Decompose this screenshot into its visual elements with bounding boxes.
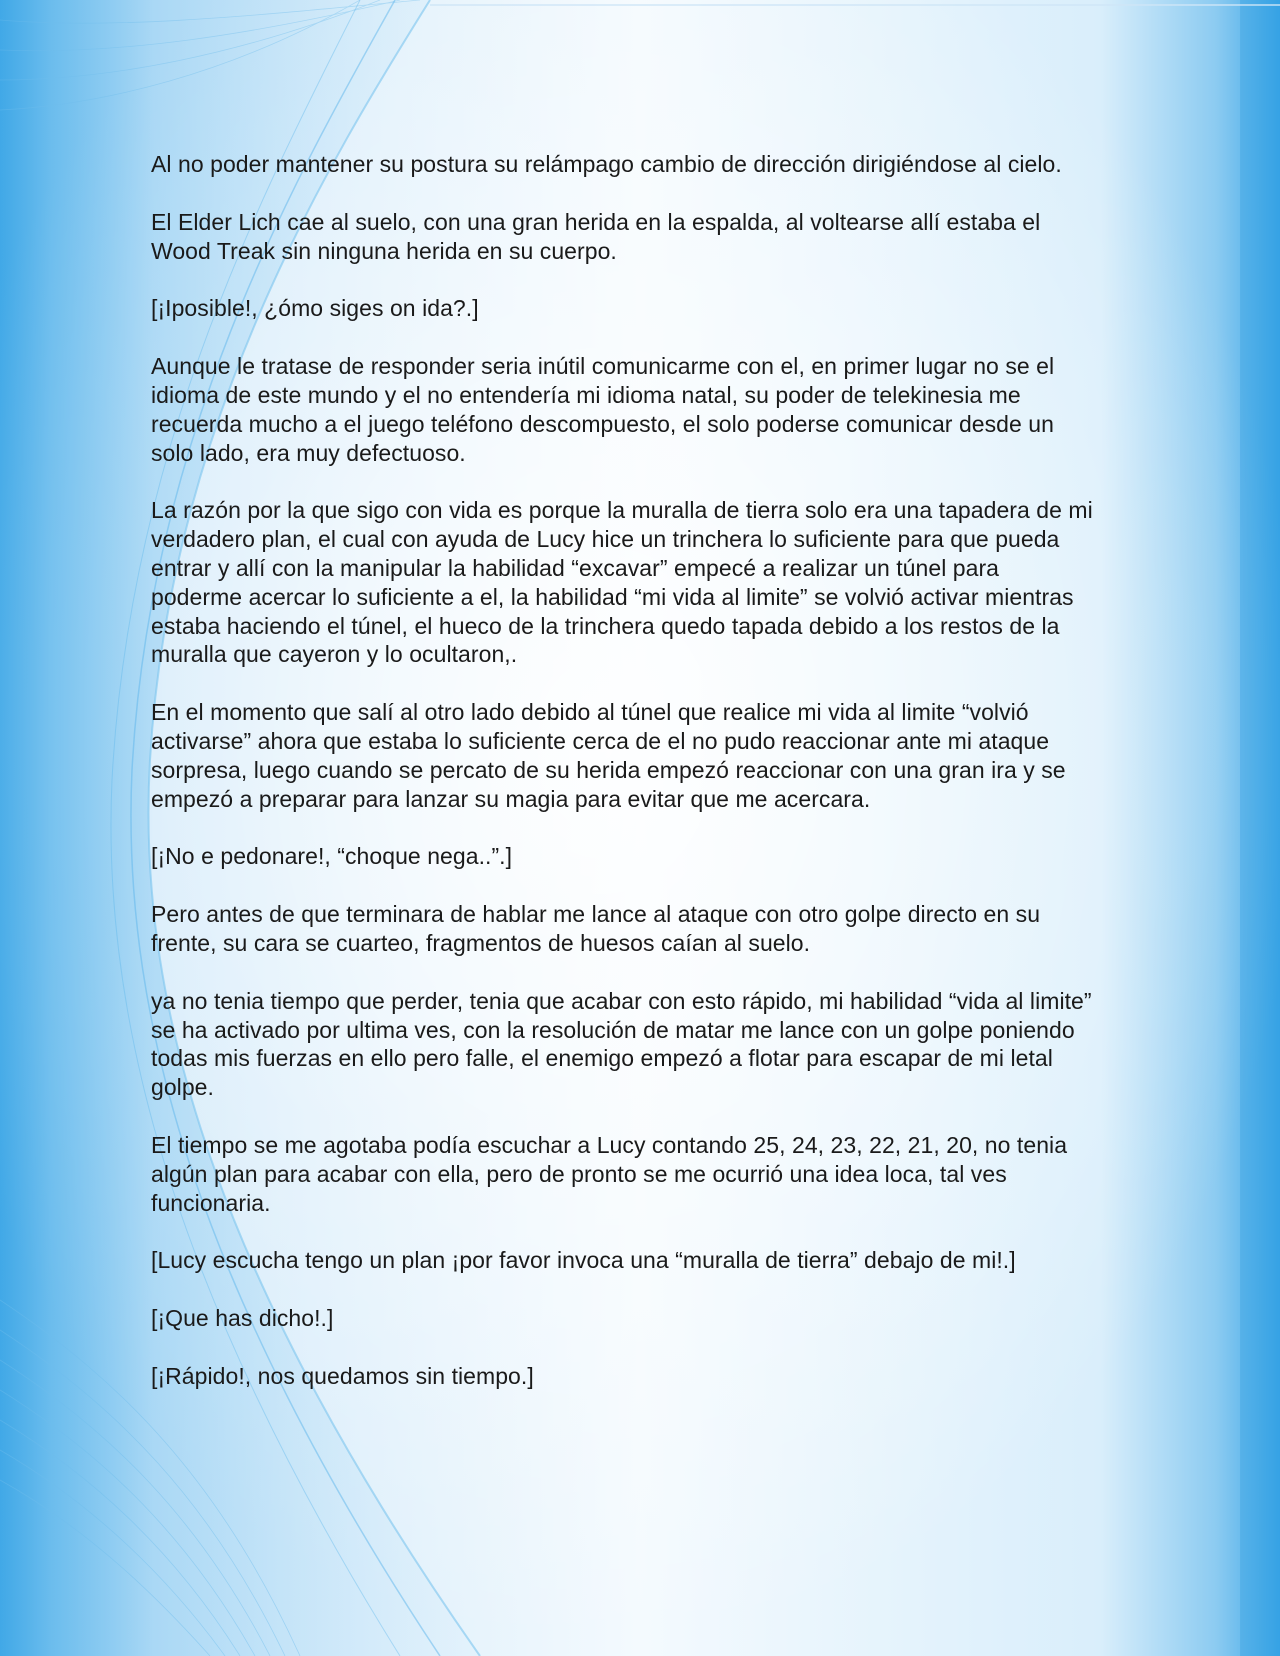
paragraph: El Elder Lich cae al suelo, con una gran herida en la espalda, al voltearse allí estaba el Wood Treak sin ninguna herida en su cuerpo. bbox=[151, 208, 1041, 264]
document-body bbox=[151, 150, 1096, 1420]
paragraph: La razón por la que sigo con vida es porque la muralla de tierra solo era una tapadera de mi verdadero plan, el cual con ayuda de Lucy hice un trinchera lo suficiente para que pueda entrar y allí con la manipular la habilidad “excavar” empecé a realizar un túnel para poderme acercar lo suficiente a el, la habilidad “mi vida al limite” se volvió activar mientras estaba haciendo el túnel, el hueco de la trinchera quedo tapada debido a los restos de la muralla que cayeron y lo ocultaron,. bbox=[151, 497, 1093, 668]
paragraph: ya no tenia tiempo que perder, tenia que acabar con esto rápido, mi habilidad “vida al limite” se ha activado por ultima ves, con la resolución de matar me lance con un golpe poniendo todas mis fuerzas en ello pero falle, el enemigo empezó a flotar para escapar de mi letal golpe. bbox=[151, 987, 1092, 1101]
paragraph: Aunque le tratase de responder seria inútil comunicarme con el, en primer lugar no se el idioma de este mundo y el no entendería mi idioma natal, su poder de telekinesia me recuerda mucho a el juego teléfono descompuesto, el solo poderse comunicar desde un solo lado, era muy defectuoso. bbox=[151, 353, 1055, 466]
dialogue-line: [Lucy escucha tengo un plan ¡por favor invoca una “muralla de tierra” debajo de mi!.] bbox=[151, 1247, 1016, 1274]
dialogue-line: [¡Iposible!, ¿ómo siges on ida?.] bbox=[151, 295, 479, 322]
dialogue-line: [¡Rápido!, nos quedamos sin tiempo.] bbox=[151, 1362, 534, 1389]
paragraph: Pero antes de que terminara de hablar me lance al ataque con otro golpe directo en su frente, su cara se cuarteo, fragmentos de huesos caían al suelo. bbox=[151, 901, 1041, 956]
paragraph: Al no poder mantener su postura su relámpago cambio de dirección dirigiéndose al cielo. bbox=[151, 151, 1062, 177]
dialogue-line: [¡Que has dicho!.] bbox=[151, 1305, 334, 1332]
paragraph: En el momento que salí al otro lado debido al túnel que realice mi vida al limite “volvió activarse” ahora que estaba lo suficiente cerca de el no pudo reaccionar ante mi ataque sorpresa, luego cuando se percato de su herida empezó reaccionar con una gran ira y se empezó a preparar para lanzar su magia para evitar que me acercara. bbox=[151, 699, 1066, 812]
dialogue-line: [¡No e pedonare!, “choque nega..”.] bbox=[151, 843, 513, 870]
paragraph: El tiempo se me agotaba podía escuchar a Lucy contando 25, 24, 23, 22, 21, 20, no tenia algún plan para acabar con ella, pero de pronto se me ocurrió una idea loca, tal ves funcionaria. bbox=[151, 1131, 1068, 1216]
